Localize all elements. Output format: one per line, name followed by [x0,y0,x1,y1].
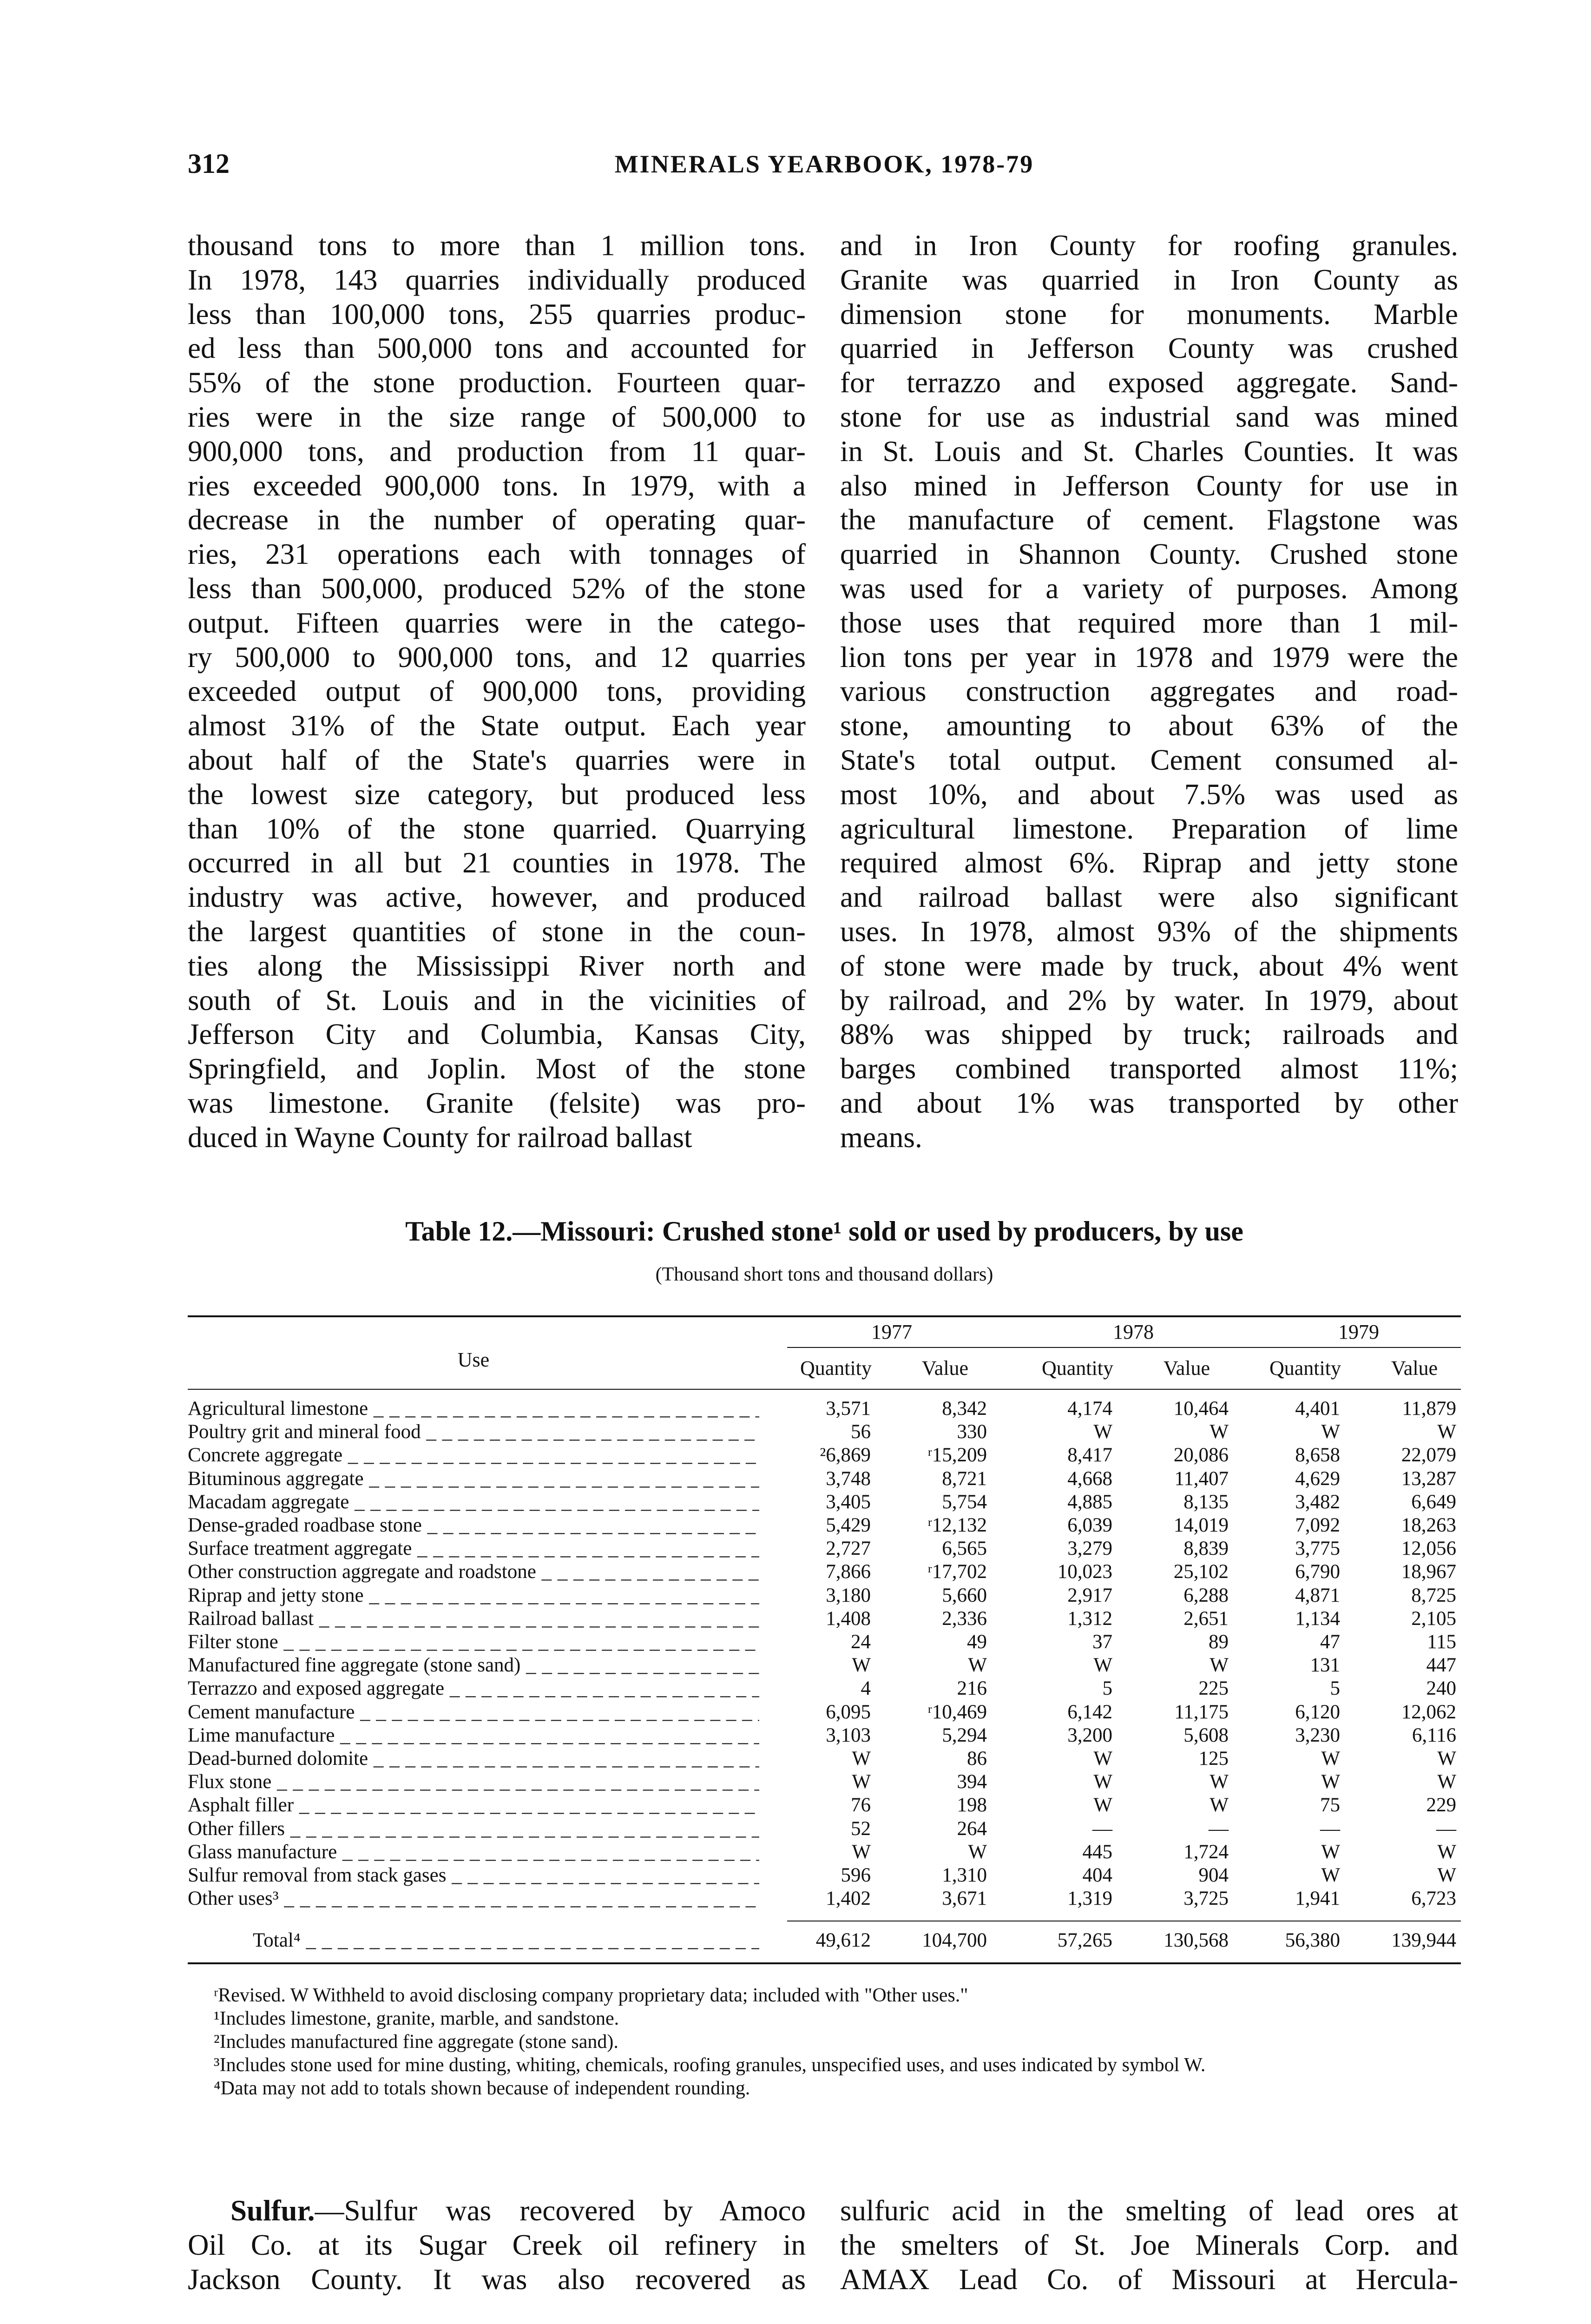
text-line: duced in Wayne County for railroad ballast [188,1121,692,1154]
table-cell: 3,671 [942,1888,987,1910]
table-cell: 5,294 [942,1724,987,1746]
table-row [188,1817,1461,1841]
text-line: the lowest size category, but produced less [188,778,806,811]
table-cell: W [1093,1771,1112,1793]
table-cell: 3,200 [1067,1724,1112,1746]
total-cell: 56,380 [1285,1929,1340,1951]
use-label: Filter stone _ _ _ [188,1631,759,1654]
table-cell: 52 [851,1817,871,1840]
total-cell: 139,944 [1391,1929,1456,1951]
total-cell: 57,265 [1057,1929,1112,1951]
text-line: ries, 231 operations each with tonnages of [188,538,806,571]
table-cell: 6,142 [1067,1701,1112,1723]
text-line: quarried in Shannon County. Crushed stone [840,538,1458,571]
table-cell: 11,175 [1174,1701,1229,1723]
total-cell: 130,568 [1164,1929,1229,1951]
table-row [188,1560,1461,1584]
table-cell: 12,062 [1401,1701,1456,1723]
table-cell: W [852,1771,871,1793]
table-row [188,1514,1461,1537]
table-title: Table 12.—Missouri: Crushed stone¹ sold or used by producers, by use [405,1216,1243,1247]
table-cell: ²6,869 [820,1444,871,1466]
table-cell: ʳ10,469 [927,1701,987,1723]
table-cell: 225 [1198,1677,1229,1700]
text-line: Jackson County. It was also recovered as [188,2263,806,2296]
table-row [188,1677,1461,1700]
table-cell: 229 [1426,1794,1456,1816]
text-line: required almost 6%. Riprap and jetty stone [840,846,1458,879]
use-label: Macadam aggregate _ _ _ [188,1491,759,1514]
text-line: agricultural limestone. Preparation of lime [840,812,1458,845]
table-cell: 13,287 [1401,1467,1456,1490]
table-cell: W [1321,1864,1340,1886]
table-cell: 2,105 [1411,1607,1456,1630]
table-cell: W [1210,1771,1229,1793]
table-cell: 5,429 [826,1514,871,1536]
text-line: AMAX Lead Co. of Missouri at Hercula- [840,2263,1458,2296]
table-cell: ʳ15,209 [927,1444,987,1466]
table-row [188,1770,1461,1794]
use-label: Asphalt filler _ _ _ [188,1794,759,1817]
table-row [188,1654,1461,1677]
table-cell: — [1209,1817,1229,1840]
use-label: Agricultural limestone _ _ _ [188,1397,759,1420]
table-cell: ʳ12,132 [927,1514,987,1536]
table-cell: 216 [957,1677,987,1700]
table-cell: 6,039 [1067,1514,1112,1536]
use-label: Riprap and jetty stone _ _ _ [188,1584,759,1607]
table-cell: 4,401 [1295,1398,1340,1419]
use-label: Manufactured fine aggregate (stone sand) _ _ _ [188,1654,759,1677]
table-cell: W [1210,1654,1229,1677]
table-cell: W [1437,1864,1456,1886]
text-line: stone for use as industrial sand was mined [840,400,1458,433]
text-line: most 10%, and about 7.5% was used as [840,778,1458,811]
table-row [188,1491,1461,1514]
table-cell: 4,885 [1067,1491,1112,1513]
text-line: barges combined transported almost 11%; [840,1052,1458,1085]
table-cell: W [852,1654,871,1677]
year-rule [787,1347,1461,1348]
footnote: ⁴Data may not add to totals shown because of independent rounding. [214,2078,750,2099]
table-cell: 47 [1320,1631,1340,1653]
table-cell: 10,464 [1173,1398,1229,1419]
text-line: decrease in the number of operating quar- [188,503,806,536]
table-row [188,1841,1461,1864]
table-cell: 4,668 [1067,1467,1112,1490]
table-bottom-rule [188,1962,1461,1964]
table-cell: 904 [1198,1864,1229,1886]
text-line: uses. In 1978, almost 93% of the shipments [840,915,1458,948]
text-line: industry was active, however, and produced [188,881,806,914]
text-line: south of St. Louis and in the vicinities of [188,984,806,1017]
use-label: Concrete aggregate _ _ _ [188,1444,759,1467]
use-label: Terrazzo and exposed aggregate _ _ _ [188,1677,759,1700]
use-label: Glass manufacture _ _ _ [188,1841,759,1864]
use-label: Surface treatment aggregate _ _ _ [188,1537,759,1560]
sulfur-heading: Sulfur. [230,2194,315,2227]
text-line: ries exceeded 900,000 tons. In 1979, with a [188,469,806,502]
table-cell: 1,310 [942,1864,987,1886]
use-label: Sulfur removal from stack gases _ _ _ [188,1864,759,1887]
text-line: also mined in Jefferson County for use in [840,469,1458,502]
table-cell: 1,319 [1067,1888,1112,1910]
table-cell: 6,288 [1183,1584,1229,1606]
text-line: less than 100,000 tons, 255 quarries produc- [188,297,806,330]
table-cell: 1,724 [1183,1841,1229,1863]
table-cell: ʳ17,702 [927,1561,987,1583]
table-cell: 1,312 [1067,1607,1112,1630]
table-cell: 11,879 [1402,1398,1456,1419]
use-label: Lime manufacture _ _ _ [188,1724,759,1747]
year-header: 1978 [1113,1320,1154,1343]
running-title: MINERALS YEARBOOK, 1978-79 [614,150,1034,178]
text-line: those uses that required more than 1 mil- [840,606,1458,639]
table-row [188,1887,1461,1910]
table-cell: W [1321,1841,1340,1863]
table-cell: W [1437,1841,1456,1863]
table-cell: 22,079 [1401,1444,1456,1466]
table-cell: — [1320,1817,1340,1840]
table-cell: 6,565 [942,1538,987,1560]
table-cell: 3,103 [826,1724,871,1746]
value-header: Value [1391,1357,1438,1380]
table-cell: — [1436,1817,1456,1840]
table-cell: W [968,1841,987,1863]
text-line: in St. Louis and St. Charles Counties. It was [840,435,1458,468]
total-cell: 49,612 [815,1929,871,1951]
table-cell: 115 [1427,1631,1456,1653]
table-cell: 6,116 [1412,1724,1456,1746]
text-line [188,2194,806,2228]
total-cell: 104,700 [922,1929,987,1951]
text-line: of stone were made by truck, about 4% went [840,949,1458,982]
table-row [188,1607,1461,1631]
use-label: Dead-burned dolomite _ _ _ [188,1747,759,1770]
text-line: was limestone. Granite (felsite) was pro- [188,1086,806,1119]
table-cell: 240 [1426,1677,1456,1700]
table-cell: 14,019 [1173,1514,1229,1536]
table-row [188,1864,1461,1887]
text-line: dimension stone for monuments. Marble [840,297,1458,330]
table-cell: 4 [861,1677,871,1700]
sulfur-paragraph-right [840,2194,1458,2297]
table-cell: 4,174 [1067,1398,1112,1419]
text-line: occurred in all but 21 counties in 1978. The [188,846,806,879]
table-cell: 12,056 [1401,1538,1456,1560]
use-label: Flux stone _ _ _ [188,1770,759,1794]
table-cell: 1,941 [1295,1888,1340,1910]
text-line: was used for a variety of purposes. Among [840,572,1458,605]
text-line: Granite was quarried in Iron County as [840,263,1458,296]
table-cell: 6,723 [1411,1888,1456,1910]
text-line: 88% was shipped by truck; railroads and [840,1018,1458,1051]
text-line: stone, amounting to about 63% of the [840,709,1458,742]
table-cell: 11,407 [1174,1467,1229,1490]
table-row [188,1444,1461,1467]
table-row [188,1631,1461,1654]
table-cell: W [1093,1654,1112,1677]
text-line: 55% of the stone production. Fourteen quar- [188,366,806,399]
table-cell: 5 [1330,1677,1340,1700]
text-line: thousand tons to more than 1 million tons. [188,229,806,262]
table-cell: 8,342 [942,1398,987,1419]
table-cell: 5 [1102,1677,1112,1700]
table-cell: 8,658 [1295,1444,1340,1466]
table-row [188,1747,1461,1770]
table-cell: 4,629 [1295,1467,1340,1490]
table-cell: W [1093,1794,1112,1816]
table-cell: 5,608 [1183,1724,1229,1746]
table-cell: 2,336 [942,1607,987,1630]
table-cell: 6,790 [1295,1561,1340,1583]
right-column-text [840,229,1458,1155]
text-line: the smelters of St. Joe Minerals Corp. and [840,2228,1458,2261]
text-line: lion tons per year in 1978 and 1979 were the [840,640,1458,673]
table-cell: 3,279 [1067,1538,1112,1560]
text-line: and railroad ballast were also significant [840,881,1458,914]
table-cell: 8,839 [1183,1538,1229,1560]
table-cell: 25,102 [1173,1561,1229,1583]
text-line: State's total output. Cement consumed al- [840,743,1458,776]
table-row [188,1420,1461,1444]
text-line: about half of the State's quarries were in [188,743,806,776]
sulfur-paragraph-left [188,2194,806,2297]
table-cell: 6,095 [826,1701,871,1723]
year-header: 1979 [1338,1320,1379,1343]
table-row [188,1397,1461,1420]
table-cell: 3,405 [826,1491,871,1513]
text-line: In 1978, 143 quarries individually produced [188,263,806,296]
sulfur-first-line: —Sulfur was recovered by Amoco [315,2194,806,2227]
table-cell: 404 [1082,1864,1112,1886]
text-line: Springfield, and Joplin. Most of the stone [188,1052,806,1085]
text-line: ed less than 500,000 tons and accounted for [188,332,806,365]
table-cell: 2,727 [826,1538,871,1560]
text-line: various construction aggregates and road- [840,675,1458,708]
table-row [188,1467,1461,1491]
table-cell: 7,092 [1295,1514,1340,1536]
text-line: ries were in the size range of 500,000 to [188,400,806,433]
table-cell: W [1321,1421,1340,1443]
text-line: quarried in Jefferson County was crushed [840,332,1458,365]
text-line: Oil Co. at its Sugar Creek oil refinery in [188,2228,806,2261]
quantity-header: Quantity [1042,1357,1113,1380]
table-cell: 8,135 [1183,1491,1229,1513]
table-cell: 86 [967,1748,987,1769]
table-cell: 2,917 [1067,1584,1112,1606]
table-cell: W [1210,1421,1229,1443]
table-cell: W [1093,1748,1112,1769]
text-line: ties along the Mississippi River north and [188,949,806,982]
table-cell: — [1092,1817,1112,1840]
use-label: Other fillers _ _ _ [188,1817,759,1841]
value-header: Value [921,1357,969,1380]
table-cell: W [1210,1794,1229,1816]
table-cell: W [1437,1748,1456,1769]
footnote: ʳRevised. W Withheld to avoid disclosing company proprietary data; included with "Other uses." [214,1985,968,2006]
table-cell: 3,482 [1295,1491,1340,1513]
table-row [188,1794,1461,1817]
table-cell: 10,023 [1057,1561,1112,1583]
footnote: ²Includes manufactured fine aggregate (stone sand). [214,2031,618,2053]
text-line: and in Iron County for roofing granules. [840,229,1458,262]
table-total-row [188,1929,1461,1952]
table-footnotes [188,1984,1461,2100]
use-label: Other construction aggregate and roadstone _ _ _ [188,1560,759,1584]
text-line: ry 500,000 to 900,000 tons, and 12 quarries [188,640,806,673]
table-cell: 75 [1320,1794,1340,1816]
table-cell: 3,180 [826,1584,871,1606]
table-cell: 3,775 [1295,1538,1340,1560]
text-line: for terrazzo and exposed aggregate. Sand- [840,366,1458,399]
table-cell: 394 [957,1771,987,1793]
table-row [188,1537,1461,1560]
page-number: 312 [188,148,230,179]
table-cell: 6,120 [1295,1701,1340,1723]
text-line: Jefferson City and Columbia, Kansas City, [188,1018,806,1051]
table-cell: 5,754 [942,1491,987,1513]
text-line: 900,000 tons, and production from 11 quar- [188,435,806,468]
table-cell: 445 [1082,1841,1112,1863]
text-line: means. [840,1121,922,1154]
year-header: 1977 [871,1320,912,1343]
table-cell: 49 [967,1631,987,1653]
text-line: sulfuric acid in the smelting of lead ores at [840,2194,1458,2227]
table-cell: 24 [851,1631,871,1653]
table-cell: 3,230 [1295,1724,1340,1746]
table-cell: W [1437,1421,1456,1443]
footnote: ³Includes stone used for mine dusting, whiting, chemicals, roofing granules, unspecified uses, and uses indicated by symbol W. [214,2054,1206,2076]
use-label: Cement manufacture _ _ _ [188,1701,759,1724]
table-cell: 5,660 [942,1584,987,1606]
table-cell: 330 [957,1421,987,1443]
text-line: less than 500,000, produced 52% of the stone [188,572,806,605]
table-cell: 2,651 [1183,1607,1229,1630]
quantity-header: Quantity [800,1357,872,1380]
table-subtitle: (Thousand short tons and thousand dollars) [655,1264,993,1285]
left-column-text [188,229,806,1155]
table-cell: 37 [1092,1631,1112,1653]
table-cell: 1,134 [1295,1607,1340,1630]
table-cell: 198 [957,1794,987,1816]
table-cell: 6,649 [1411,1491,1456,1513]
table-cell: 3,571 [826,1398,871,1419]
table-cell: W [1437,1771,1456,1793]
table-cell: 8,417 [1067,1444,1112,1466]
table-cell: 125 [1198,1748,1229,1769]
text-line: almost 31% of the State output. Each year [188,709,806,742]
table-cell: W [968,1654,987,1677]
table-cell: 20,086 [1173,1444,1229,1466]
text-line: output. Fifteen quarries were in the catego- [188,606,806,639]
table-cell: 89 [1209,1631,1229,1653]
table-row [188,1724,1461,1747]
table-cell: 8,721 [942,1467,987,1490]
table-cell: 56 [851,1421,871,1443]
footnote: ¹Includes limestone, granite, marble, and sandstone. [214,2008,619,2029]
text-line: than 10% of the stone quarried. Quarrying [188,812,806,845]
running-header [188,148,1461,190]
table-cell: 76 [851,1794,871,1816]
text-line: the manufacture of cement. Flagstone was [840,503,1458,536]
table-row [188,1701,1461,1724]
use-label: Railroad ballast _ _ _ [188,1607,759,1631]
value-header: Value [1163,1357,1210,1380]
text-line: exceeded output of 900,000 tons, providing [188,675,806,708]
table-top-rule [188,1315,1461,1317]
table-cell: 3,748 [826,1467,871,1490]
header-bottom-rule [188,1389,1461,1390]
use-label: Bituminous aggregate _ _ _ [188,1467,759,1491]
table-cell: 131 [1310,1654,1340,1677]
table-cell: 8,725 [1411,1584,1456,1606]
use-label: Poultry grit and mineral food _ _ _ [188,1420,759,1444]
table-cell: W [1321,1748,1340,1769]
table-cell: 1,402 [826,1888,871,1910]
quantity-header: Quantity [1269,1357,1341,1380]
table-cell: 3,725 [1183,1888,1229,1910]
table-cell: 18,967 [1401,1561,1456,1583]
table-cell: 7,866 [826,1561,871,1583]
table-cell: 1,408 [826,1607,871,1630]
text-line: the largest quantities of stone in the coun- [188,915,806,948]
use-header: Use [457,1348,490,1371]
use-label: Dense-graded roadbase stone _ _ _ [188,1514,759,1537]
table-cell: W [852,1748,871,1769]
text-line: by railroad, and 2% by water. In 1979, about [840,984,1458,1017]
table-cell: 596 [841,1864,871,1886]
table-row [188,1584,1461,1607]
text-line: and about 1% was transported by other [840,1086,1458,1119]
table-cell: 18,263 [1401,1514,1456,1536]
table-cell: 264 [957,1817,987,1840]
table-cell: 447 [1426,1654,1456,1677]
table-cell: W [1093,1421,1112,1443]
table-cell: W [1321,1771,1340,1793]
table-cell: W [852,1841,871,1863]
total-label: Total⁴ _ _ _ [188,1929,759,1952]
use-label: Other uses³ _ _ _ [188,1887,759,1910]
table-cell: 4,871 [1295,1584,1340,1606]
